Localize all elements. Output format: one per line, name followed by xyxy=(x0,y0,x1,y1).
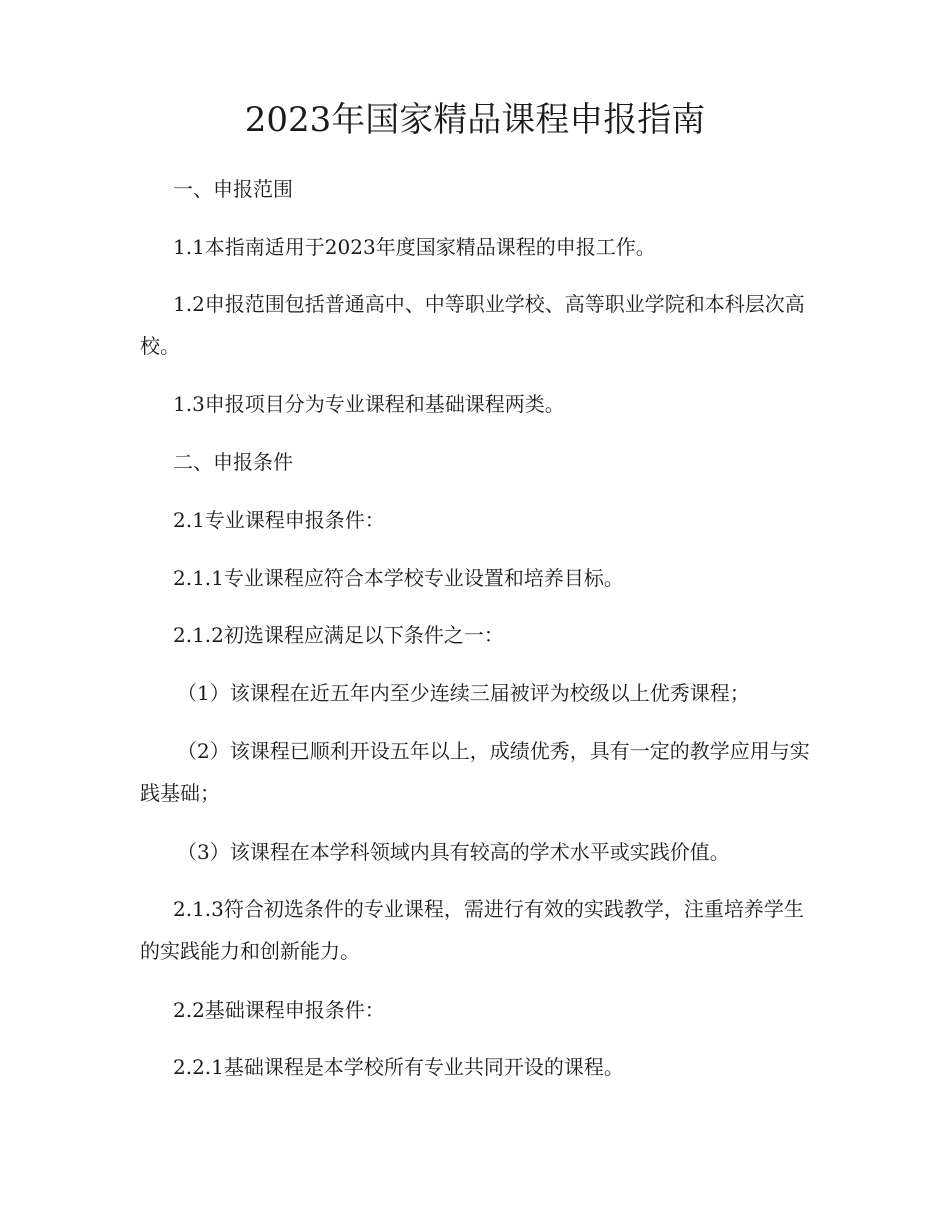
paragraph-2-1-2: 2.1.2初选课程应满足以下条件之一： xyxy=(173,623,504,647)
paragraph-1-2: 1.2申报范围包括普通高中、中等职业学校、高等职业学院和本科层次高校。 xyxy=(140,292,805,358)
paragraph-2-1: 2.1专业课程申报条件： xyxy=(173,508,385,532)
list-item-1: （1）该课程在近五年内至少连续三届被评为校级以上优秀课程； xyxy=(177,681,750,705)
paragraph-1-1: 1.1本指南适用于2023年度国家精品课程的申报工作。 xyxy=(173,235,656,259)
paragraph-2-1-3: 2.1.3符合初选条件的专业课程，需进行有效的实践教学，注重培养学生的实践能力和创新能力。 xyxy=(140,897,804,963)
section-heading-conditions: 二、申报条件 xyxy=(173,450,293,474)
document-title: 2023年国家精品课程申报指南 xyxy=(244,100,706,140)
list-item-3: （3）该课程在本学科领域内具有较高的学术水平或实践价值。 xyxy=(177,840,730,864)
section-heading-scope: 一、申报范围 xyxy=(173,177,293,201)
paragraph-2-2: 2.2基础课程申报条件： xyxy=(173,998,385,1022)
list-item-2: （2）该课程已顺利开设五年以上，成绩优秀，具有一定的教学应用与实践基础； xyxy=(140,739,810,805)
paragraph-2-1-1: 2.1.1专业课程应符合本学校专业设置和培养目标。 xyxy=(173,566,624,590)
paragraph-2-2-1: 2.2.1基础课程是本学校所有专业共同开设的课程。 xyxy=(173,1055,624,1079)
paragraph-1-3: 1.3申报项目分为专业课程和基础课程两类。 xyxy=(173,392,565,416)
